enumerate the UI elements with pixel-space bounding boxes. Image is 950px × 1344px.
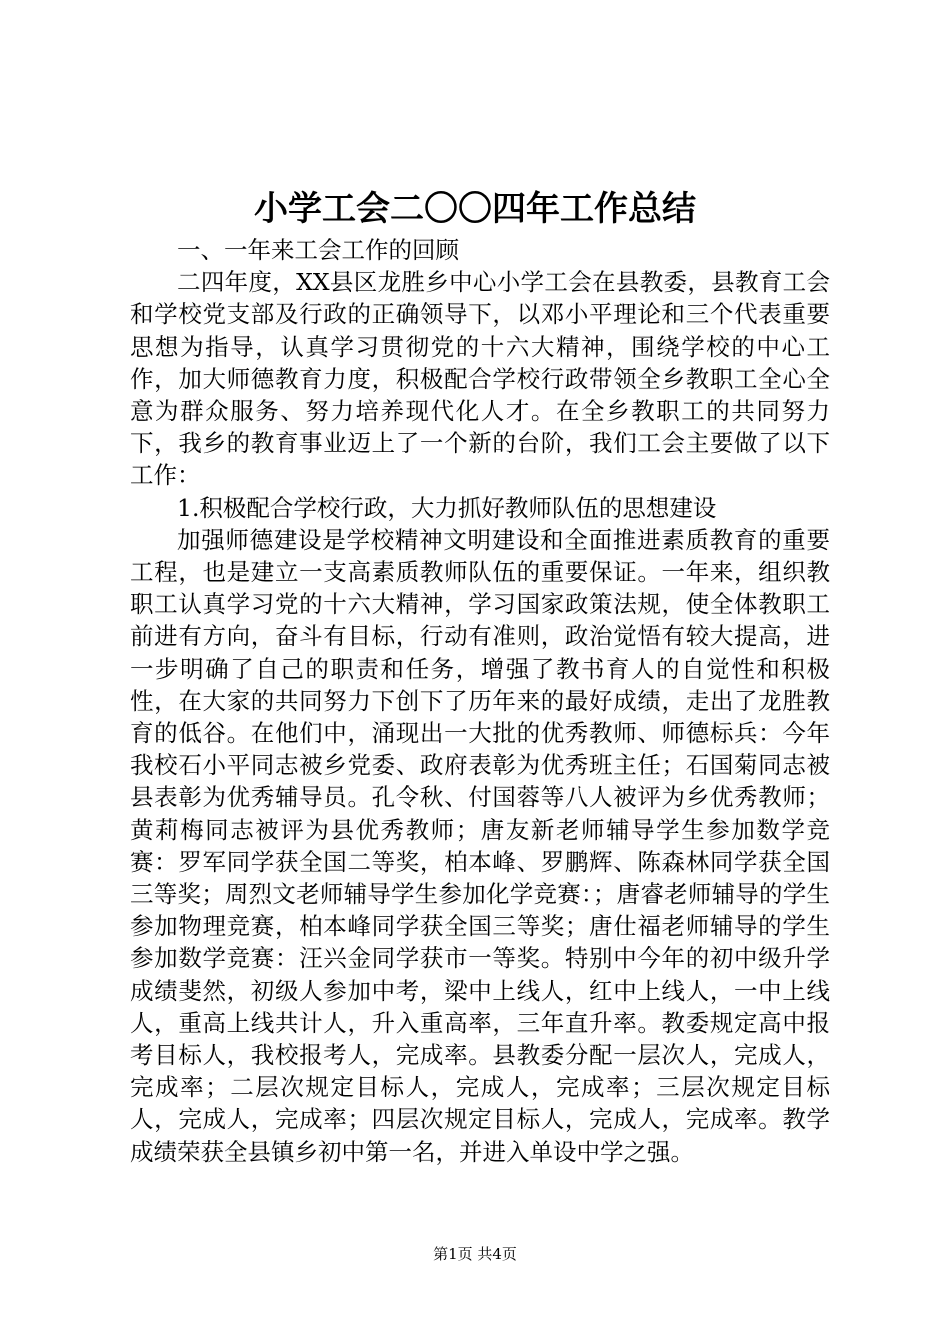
section-heading: 一、一年来工会工作的回顾 (177, 236, 459, 264)
subsection-heading: 1.积极配合学校行政，大力抓好教师队伍的思想建设 (177, 493, 717, 522)
document-title: 小学工会二〇〇四年工作总结 (254, 189, 696, 229)
paragraph-intro: 二四年度，XX县区龙胜乡中心小学工会在县教委，县教育工会和学校党支部及行政的正确领导下，以邓小平理论和三个代表重要思想为指导，认真学习贯彻党的十六大精神，围绕学校的中心工作，加大师德教育力度，积极配合学校行政带领全乡教职工全心全意为群众服务、努力培养现代化人才。在全乡教职工的共同努力下，我乡的教育事业迈上了一个新的台阶，我们工会主要做了以下工作： (130, 268, 830, 490)
paragraph-teacher-ethics: 加强师德建设是学校精神文明建设和全面推进素质教育的重要工程，也是建立一支高素质教师队伍的重要保证。一年来，组织教职工认真学习党的十六大精神，学习国家政策法规，使全体教职工前进有方向，奋斗有目标，行动有准则，政治觉悟有较大提高，进一步明确了自己的职责和任务，增强了教书育人的自觉性和积极性，在大家的共同努力下创下了历年来的最好成绩，走出了龙胜教育的低谷。在他们中，涌现出一大批的优秀教师、师德标兵：今年我校石小平同志被乡党委、政府表彰为优秀班主任；石国菊同志被县表彰为优秀辅导员。孔令秋、付国蓉等八人被评为乡优秀教师；黄莉梅同志被评为县优秀教师；唐友新老师辅导学生参加数学竞赛：罗军同学获全国二等奖，柏本峰、罗鹏辉、陈森林同学获全国三等奖；周烈文老师辅导学生参加化学竞赛：；唐睿老师辅导的学生参加物理竞赛，柏本峰同学获全国三等奖；唐仕福老师辅导的学生参加数学竞赛：汪兴金同学获市一等奖。特别中今年的初中级升学成绩斐然，初级人参加中考，梁中上线人，红中上线人，一中上线人，重高上线共计人，升入重高率，三年直升率。教委规定高中报考目标人，我校报考人，完成率。县教委分配一层次人，完成人，完成率；二层次规定目标人，完成人，完成率；三层次规定目标人，完成人，完成率；四层次规定目标人，完成人，完成率。教学成绩荣获全县镇乡初中第一名，并进入单设中学之强。 (130, 525, 830, 1166)
page-number-footer: 第1页 共4页 (433, 1245, 517, 1263)
document-body (130, 234, 830, 1168)
